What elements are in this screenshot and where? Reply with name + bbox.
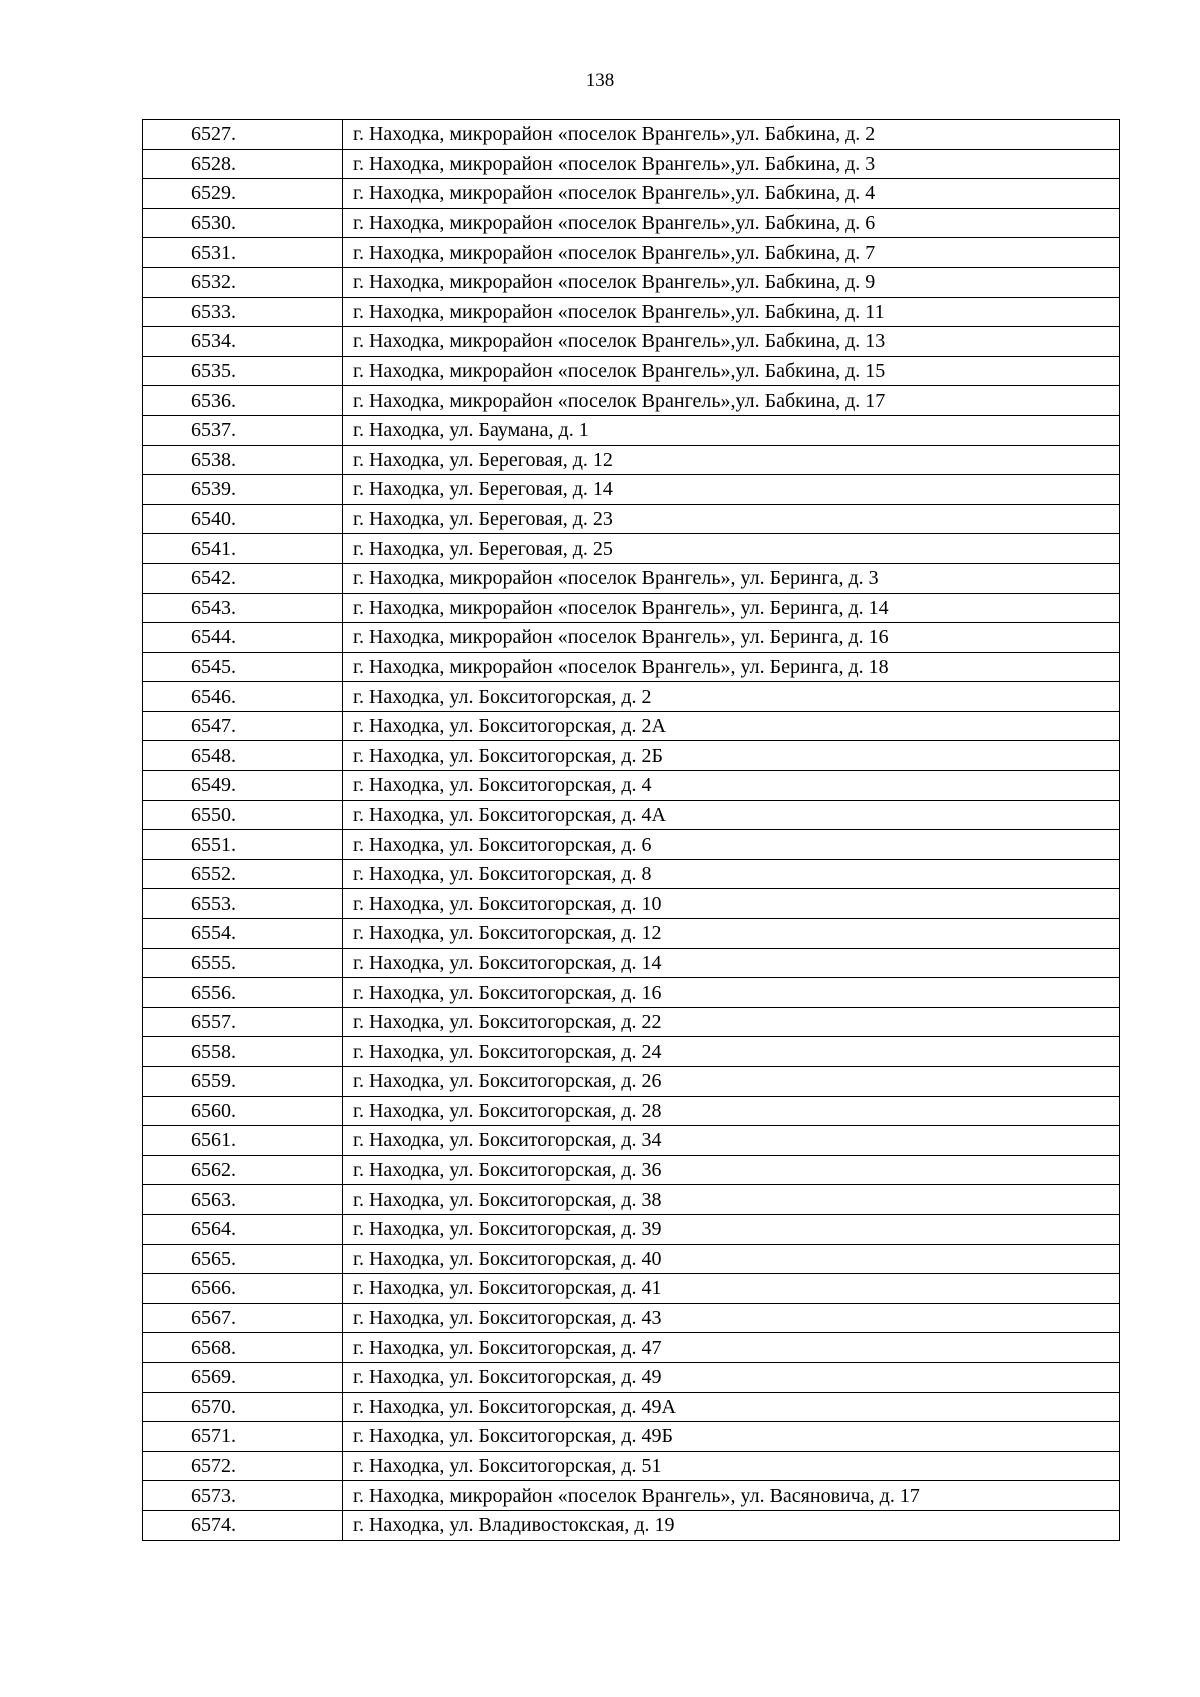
row-number-cell: 6528. (143, 149, 343, 179)
row-number-cell: 6541. (143, 534, 343, 564)
address-cell: г. Находка, ул. Бокситогорская, д. 51 (343, 1451, 1120, 1481)
row-number-cell: 6551. (143, 830, 343, 860)
address-cell: г. Находка, ул. Бокситогорская, д. 2А (343, 711, 1120, 741)
row-number-cell: 6573. (143, 1481, 343, 1511)
row-number-cell: 6540. (143, 504, 343, 534)
table-row (143, 1037, 1120, 1067)
row-number-cell: 6569. (143, 1362, 343, 1392)
table-row (143, 1185, 1120, 1215)
table-row (143, 1481, 1120, 1511)
table-row (143, 208, 1120, 238)
row-number-cell: 6535. (143, 356, 343, 386)
address-cell: г. Находка, ул. Бокситогорская, д. 43 (343, 1303, 1120, 1333)
table-row (143, 504, 1120, 534)
address-cell: г. Находка, ул. Бокситогорская, д. 49А (343, 1392, 1120, 1422)
row-number-cell: 6548. (143, 741, 343, 771)
row-number-cell: 6572. (143, 1451, 343, 1481)
row-number-cell: 6565. (143, 1244, 343, 1274)
row-number-cell: 6555. (143, 948, 343, 978)
row-number-cell: 6550. (143, 800, 343, 830)
address-cell: г. Находка, ул. Бокситогорская, д. 14 (343, 948, 1120, 978)
address-cell: г. Находка, ул. Бокситогорская, д. 16 (343, 978, 1120, 1008)
table-row (143, 1422, 1120, 1452)
address-cell: г. Находка, микрорайон «поселок Врангель»,ул. Бабкина, д. 11 (343, 297, 1120, 327)
row-number-cell: 6533. (143, 297, 343, 327)
address-cell: г. Находка, микрорайон «поселок Врангель», ул. Беринга, д. 3 (343, 563, 1120, 593)
table-row (143, 179, 1120, 209)
table-row (143, 267, 1120, 297)
row-number-cell: 6559. (143, 1067, 343, 1097)
table-row (143, 1096, 1120, 1126)
row-number-cell: 6558. (143, 1037, 343, 1067)
table-row (143, 741, 1120, 771)
address-cell: г. Находка, ул. Береговая, д. 12 (343, 445, 1120, 475)
table-row (143, 475, 1120, 505)
address-table-body (143, 120, 1120, 1541)
table-row (143, 1510, 1120, 1540)
address-table (142, 119, 1120, 1541)
address-cell: г. Находка, ул. Бокситогорская, д. 22 (343, 1007, 1120, 1037)
address-cell: г. Находка, ул. Бокситогорская, д. 41 (343, 1274, 1120, 1304)
address-cell: г. Находка, ул. Бокситогорская, д. 26 (343, 1067, 1120, 1097)
table-row (143, 356, 1120, 386)
table-row (143, 445, 1120, 475)
address-cell: г. Находка, ул. Береговая, д. 14 (343, 475, 1120, 505)
address-cell: г. Находка, ул. Бокситогорская, д. 12 (343, 919, 1120, 949)
row-number-cell: 6529. (143, 179, 343, 209)
row-number-cell: 6547. (143, 711, 343, 741)
row-number-cell: 6562. (143, 1155, 343, 1185)
address-cell: г. Находка, микрорайон «поселок Врангель»,ул. Бабкина, д. 17 (343, 386, 1120, 416)
address-cell: г. Находка, ул. Бокситогорская, д. 6 (343, 830, 1120, 860)
row-number-cell: 6574. (143, 1510, 343, 1540)
address-cell: г. Находка, микрорайон «поселок Врангель», ул. Беринга, д. 18 (343, 652, 1120, 682)
address-cell: г. Находка, ул. Бокситогорская, д. 49 (343, 1362, 1120, 1392)
row-number-cell: 6554. (143, 919, 343, 949)
address-cell: г. Находка, ул. Бокситогорская, д. 24 (343, 1037, 1120, 1067)
table-row (143, 1244, 1120, 1274)
table-row (143, 919, 1120, 949)
row-number-cell: 6536. (143, 386, 343, 416)
address-cell: г. Находка, ул. Береговая, д. 23 (343, 504, 1120, 534)
table-row (143, 297, 1120, 327)
row-number-cell: 6539. (143, 475, 343, 505)
table-row (143, 120, 1120, 150)
address-cell: г. Находка, микрорайон «поселок Врангель»,ул. Бабкина, д. 7 (343, 238, 1120, 268)
table-row (143, 948, 1120, 978)
row-number-cell: 6534. (143, 327, 343, 357)
table-row (143, 830, 1120, 860)
table-row (143, 534, 1120, 564)
row-number-cell: 6543. (143, 593, 343, 623)
address-cell: г. Находка, ул. Бокситогорская, д. 8 (343, 859, 1120, 889)
table-row (143, 859, 1120, 889)
row-number-cell: 6530. (143, 208, 343, 238)
table-row (143, 1214, 1120, 1244)
row-number-cell: 6553. (143, 889, 343, 919)
address-cell: г. Находка, микрорайон «поселок Врангель»,ул. Бабкина, д. 13 (343, 327, 1120, 357)
row-number-cell: 6561. (143, 1126, 343, 1156)
table-row (143, 386, 1120, 416)
table-row (143, 1155, 1120, 1185)
row-number-cell: 6544. (143, 623, 343, 653)
address-cell: г. Находка, ул. Береговая, д. 25 (343, 534, 1120, 564)
address-cell: г. Находка, ул. Бокситогорская, д. 40 (343, 1244, 1120, 1274)
address-cell: г. Находка, микрорайон «поселок Врангель»,ул. Бабкина, д. 4 (343, 179, 1120, 209)
table-row (143, 593, 1120, 623)
row-number-cell: 6538. (143, 445, 343, 475)
address-cell: г. Находка, ул. Бокситогорская, д. 4А (343, 800, 1120, 830)
row-number-cell: 6549. (143, 771, 343, 801)
address-cell: г. Находка, ул. Бокситогорская, д. 4 (343, 771, 1120, 801)
table-row (143, 238, 1120, 268)
table-row (143, 1362, 1120, 1392)
table-row (143, 1303, 1120, 1333)
address-cell: г. Находка, ул. Бокситогорская, д. 49Б (343, 1422, 1120, 1452)
table-row (143, 711, 1120, 741)
address-cell: г. Находка, микрорайон «поселок Врангель»,ул. Бабкина, д. 2 (343, 120, 1120, 150)
address-cell: г. Находка, ул. Бокситогорская, д. 39 (343, 1214, 1120, 1244)
table-row (143, 1451, 1120, 1481)
address-cell: г. Находка, ул. Бокситогорская, д. 28 (343, 1096, 1120, 1126)
address-cell: г. Находка, ул. Бокситогорская, д. 38 (343, 1185, 1120, 1215)
address-cell: г. Находка, микрорайон «поселок Врангель», ул. Беринга, д. 16 (343, 623, 1120, 653)
table-row (143, 1126, 1120, 1156)
row-number-cell: 6527. (143, 120, 343, 150)
address-cell: г. Находка, ул. Владивостокская, д. 19 (343, 1510, 1120, 1540)
row-number-cell: 6570. (143, 1392, 343, 1422)
table-row (143, 889, 1120, 919)
row-number-cell: 6564. (143, 1214, 343, 1244)
row-number-cell: 6537. (143, 415, 343, 445)
row-number-cell: 6531. (143, 238, 343, 268)
address-cell: г. Находка, ул. Бокситогорская, д. 34 (343, 1126, 1120, 1156)
table-row (143, 327, 1120, 357)
row-number-cell: 6568. (143, 1333, 343, 1363)
table-row (143, 1274, 1120, 1304)
address-cell: г. Находка, ул. Баумана, д. 1 (343, 415, 1120, 445)
address-cell: г. Находка, микрорайон «поселок Врангель», ул. Беринга, д. 14 (343, 593, 1120, 623)
row-number-cell: 6567. (143, 1303, 343, 1333)
address-cell: г. Находка, ул. Бокситогорская, д. 10 (343, 889, 1120, 919)
address-cell: г. Находка, микрорайон «поселок Врангель»,ул. Бабкина, д. 6 (343, 208, 1120, 238)
table-row (143, 149, 1120, 179)
table-row (143, 1067, 1120, 1097)
table-row (143, 771, 1120, 801)
table-row (143, 1007, 1120, 1037)
table-row (143, 623, 1120, 653)
address-cell: г. Находка, микрорайон «поселок Врангель»,ул. Бабкина, д. 15 (343, 356, 1120, 386)
address-cell: г. Находка, микрорайон «поселок Врангель»,ул. Бабкина, д. 3 (343, 149, 1120, 179)
row-number-cell: 6552. (143, 859, 343, 889)
row-number-cell: 6560. (143, 1096, 343, 1126)
row-number-cell: 6566. (143, 1274, 343, 1304)
row-number-cell: 6546. (143, 682, 343, 712)
address-cell: г. Находка, микрорайон «поселок Врангель», ул. Васяновича, д. 17 (343, 1481, 1120, 1511)
table-row (143, 800, 1120, 830)
table-row (143, 978, 1120, 1008)
table-row (143, 563, 1120, 593)
row-number-cell: 6571. (143, 1422, 343, 1452)
row-number-cell: 6545. (143, 652, 343, 682)
address-cell: г. Находка, ул. Бокситогорская, д. 2 (343, 682, 1120, 712)
row-number-cell: 6556. (143, 978, 343, 1008)
page-number: 138 (585, 70, 615, 91)
row-number-cell: 6563. (143, 1185, 343, 1215)
row-number-cell: 6542. (143, 563, 343, 593)
table-row (143, 1333, 1120, 1363)
table-row (143, 1392, 1120, 1422)
address-cell: г. Находка, ул. Бокситогорская, д. 47 (343, 1333, 1120, 1363)
address-cell: г. Находка, ул. Бокситогорская, д. 36 (343, 1155, 1120, 1185)
table-row (143, 652, 1120, 682)
table-row (143, 415, 1120, 445)
address-cell: г. Находка, ул. Бокситогорская, д. 2Б (343, 741, 1120, 771)
row-number-cell: 6557. (143, 1007, 343, 1037)
table-row (143, 682, 1120, 712)
address-cell: г. Находка, микрорайон «поселок Врангель»,ул. Бабкина, д. 9 (343, 267, 1120, 297)
row-number-cell: 6532. (143, 267, 343, 297)
